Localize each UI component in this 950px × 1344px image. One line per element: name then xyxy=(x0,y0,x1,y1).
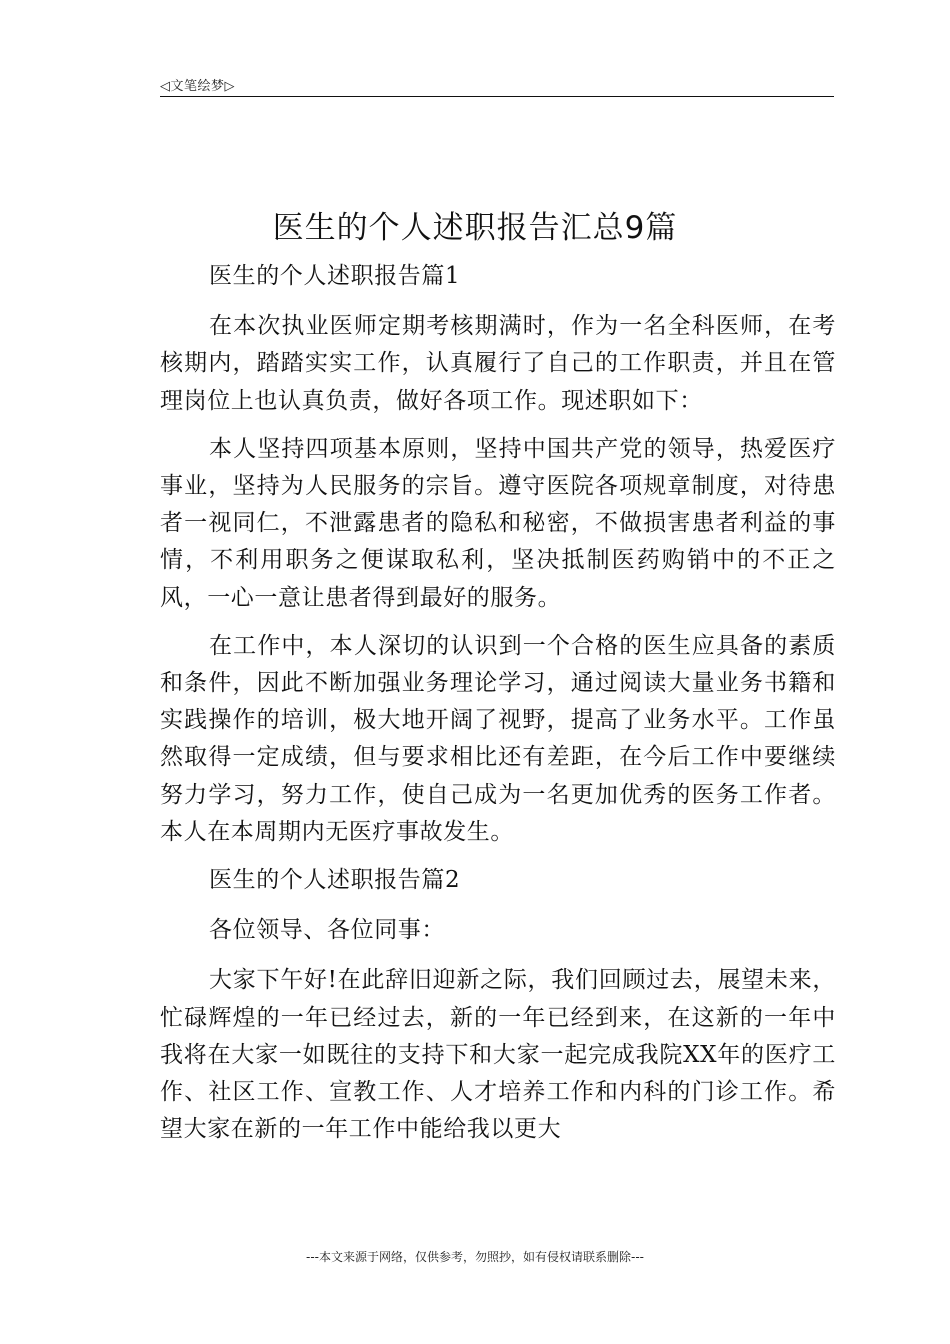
footer-disclaimer: ---本文来源于网络，仅供参考，勿照抄，如有侵权请联系删除--- xyxy=(306,1250,644,1264)
body-paragraph: 本人坚持四项基本原则，坚持中国共产党的领导，热爱医疗事业，坚持为人民服务的宗旨。遵守医院各项规章制度，对待患者一视同仁，不泄露患者的隐私和秘密，不做损害患者利益的事情，不利用职务之便谋取私利，坚决抵制医药购销中的不正之风，一心一意让患者得到最好的服务。 xyxy=(160,435,836,611)
section-heading-1: 医生的个人述职报告篇1 xyxy=(209,263,461,289)
body-paragraph: 大家下午好!在此辞旧迎新之际，我们回顾过去，展望未来，忙碌辉煌的一年已经过去，新的一年已经到来，在这新的一年中我将在大家一如既往的支持下和大家一起完成我院XX年的医疗工作、社区工作、宣教工作、人才培养工作和内科的门诊工作。希望大家在新的一年工作中能给我以更大 xyxy=(160,967,836,1143)
salutation: 各位领导、各位同事： xyxy=(209,917,445,944)
header-divider xyxy=(160,96,834,97)
document-title: 医生的个人述职报告汇总9篇 xyxy=(272,210,678,246)
document-body xyxy=(160,258,836,1159)
header-brand: ◁文笔绘梦▷ xyxy=(160,79,235,94)
body-paragraph: 在工作中，本人深切的认识到一个合格的医生应具备的素质和条件，因此不断加强业务理论学习，通过阅读大量业务书籍和实践操作的培训，极大地开阔了视野，提高了业务水平。工作虽然取得一定成绩，但与要求相比还有差距，在今后工作中要继续努力学习，努力工作，使自己成为一名更加优秀的医务工作者。本人在本周期内无医疗事故发生。 xyxy=(160,632,836,845)
section-heading-2: 医生的个人述职报告篇2 xyxy=(209,867,461,894)
body-paragraph: 在本次执业医师定期考核期满时，作为一名全科医师，在考核期内，踏踏实实工作，认真履行了自己的工作职责，并且在管理岗位上也认真负责，做好各项工作。现述职如下： xyxy=(160,313,836,414)
